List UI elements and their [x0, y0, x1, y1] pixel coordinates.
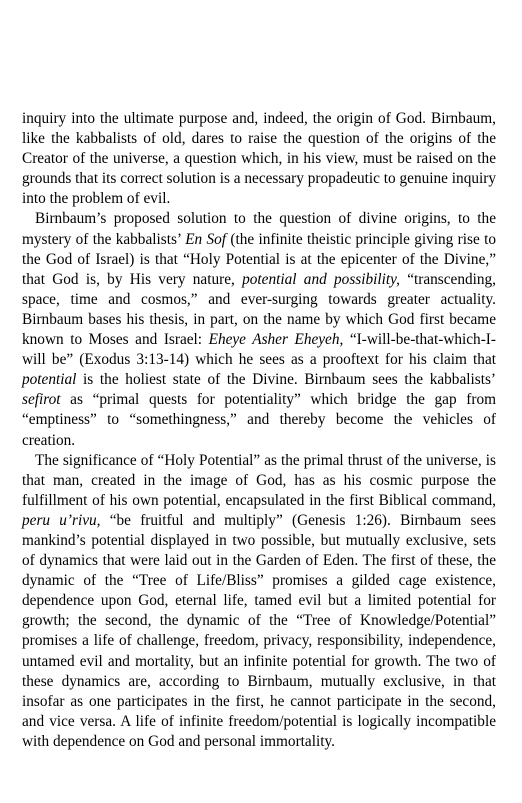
- italic-text: peru u’rivu,: [22, 511, 101, 529]
- italic-text: Eheye Asher Eheyeh,: [208, 331, 344, 349]
- italic-text: potential and possibility,: [242, 270, 400, 288]
- text-run: The significance of “Holy Potential” as the primal thrust of the universe, is that man, created in the image of God, has as his cosmic purpose the fulfillment of his own potential, encapsulated in the first Biblical command,: [22, 451, 496, 509]
- paragraph: [22, 209, 496, 450]
- italic-text: potential: [22, 371, 77, 389]
- text-run: (the infinite theistic principle giving rise to the God of Israel) is that “Holy Potential is at the epicenter of the Divine,” that God is, by His very nature,: [22, 230, 496, 288]
- text-run: inquiry into the ultimate purpose and, indeed, the origin of God. Birnbaum, like the kabbalists of old, dares to raise the question of the origins of the Creator of the universe, a question which, in his view, must be raised on the grounds that its correct solution is a necessary propadeutic to genuine inquiry into the problem of evil.: [22, 110, 496, 208]
- italic-text: En Sof: [185, 230, 227, 248]
- body-text: [22, 109, 496, 752]
- text-run: Birnbaum’s proposed solution to the question of divine origins, to the mystery of the kabbalists’: [22, 210, 496, 248]
- paragraph: [22, 451, 496, 752]
- paragraph: [22, 109, 496, 209]
- text-run: “be fruitful and multiply” (Genesis 1:26). Birnbaum sees mankind’s potential displayed in two possible, but mutually exclusive, sets of dynamics that were laid out in the Garden of Eden. The first of these, the dynamic of the “Tree of Life/Bliss” promises a gilded cage existence, dependence upon God, eternal life, tamed evil but a limited potential for growth; the second, the dynamic of the “Tree of Knowledge/Potential” promises a life of challenge, freedom, privacy, responsibility, independence, untamed evil and mortality, but an infinite potential for growth. The two of these dynamics are, according to Birnbaum, mutually exclusive, in that insofar as one participates in the first, he cannot participate in the second, and vice versa. A life of infinite freedom/potential is logically incompatible with dependence on God and personal immortality.: [22, 511, 496, 750]
- text-run: as “primal quests for potentiality” which bridge the gap from “emptiness” to “somethingness,” and thereby become the vehicles of creation.: [22, 391, 496, 449]
- text-run: is the holiest state of the Divine. Birnbaum sees the kabbalists’: [76, 371, 496, 389]
- text-run: “transcending, space, time and cosmos,” and ever-surging towards greater actuality. Birnbaum bases his thesis, in part, on the name by which God first became known to Moses and Israel:: [22, 270, 496, 349]
- italic-text: sefirot: [22, 391, 61, 409]
- text-run: “I-will-be-that-which-I-will be” (Exodus 3:13-14) which he sees as a prooftext for his claim that: [22, 331, 496, 369]
